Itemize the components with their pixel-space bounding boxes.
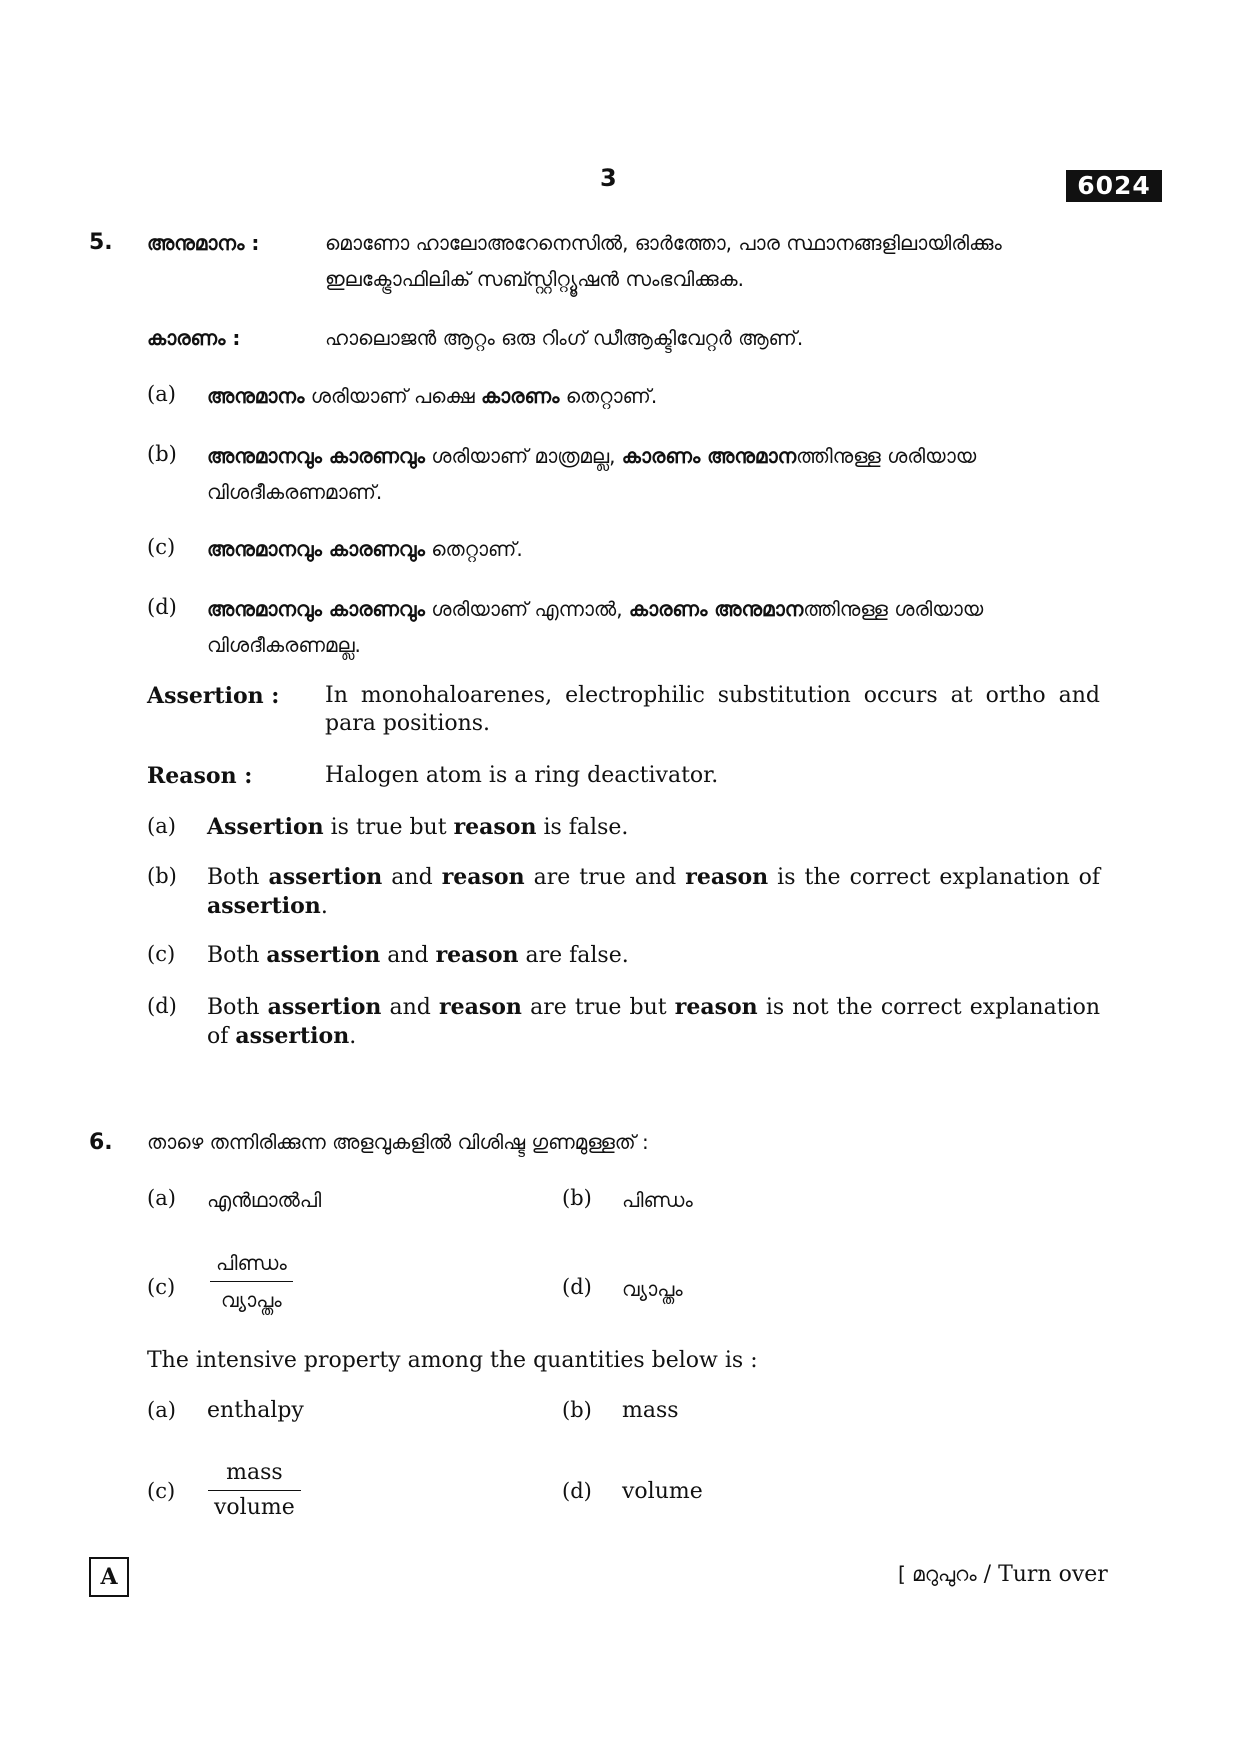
option-text-run: are false.	[518, 943, 629, 968]
en-q6-option-a: enthalpy	[207, 1398, 304, 1423]
ml-option-b	[207, 438, 1100, 510]
bold-term: കാരണം അനുമാന	[628, 597, 804, 621]
option-text-run: and	[382, 865, 442, 890]
bold-term: കാരണം	[480, 384, 560, 408]
en-option-c	[207, 941, 1100, 970]
ml-option-c	[207, 531, 1100, 567]
bold-term: അനുമാനം	[207, 384, 305, 408]
fraction-denominator: volume	[214, 1495, 295, 1520]
turn-over-ml: [ മറുപുറം	[898, 1562, 977, 1586]
en-option-c-letter: (c)	[147, 942, 176, 966]
ml-assertion-text: മൊണോ ഹാലോഅറേനെസിൽ, ഓർത്തോ, പാര സ്ഥാനങ്ങളിലായിരിക്കും ഇലക്ട്രോഫിലിക് സബ്സ്റ്റിറ്റ്യൂഷൻ സംഭവിക്കുക.	[325, 231, 1002, 291]
option-text-run: തെറ്റാണ്.	[424, 537, 523, 561]
ml-question-6: താഴെ തന്നിരിക്കുന്ന അളവുകളിൽ വിശിഷ്ട ഗുണമുള്ളത് :	[147, 1130, 649, 1154]
en-option-b	[207, 863, 1100, 921]
page-number: 3	[600, 164, 617, 192]
bold-term: അനുമാനവും കാരണവും	[207, 597, 425, 621]
bold-term: assertion	[266, 942, 381, 968]
ml-option-c-letter: (c)	[147, 535, 176, 559]
bold-term: assertion	[268, 864, 383, 890]
fraction-denominator: വ്യാപ്തം	[221, 1288, 282, 1312]
en-option-a-letter: (a)	[147, 814, 176, 838]
en-question-6: The intensive property among the quantities below is :	[147, 1348, 758, 1373]
bold-term: reason	[674, 994, 758, 1020]
option-text-run: Both	[207, 995, 268, 1020]
option-text-run: is the correct explanation of	[768, 865, 1101, 890]
option-text-run: ശരിയാണ് മാത്രമല്ല,	[424, 444, 622, 468]
bold-term: assertion	[207, 893, 321, 919]
bold-term: reason	[435, 942, 519, 968]
en-option-b-letter: (b)	[147, 864, 177, 888]
option-text-run: Both	[207, 865, 269, 890]
en-q6-option-c-letter: (c)	[147, 1479, 176, 1503]
ml-reason-text: ഹാലൊജൻ ആറ്റം ഒരു റിംഗ് ഡീആക്ടിവേറ്റർ ആണ്.	[325, 326, 804, 350]
fraction-numerator: mass	[208, 1458, 301, 1491]
bold-term: അനുമാനവും കാരണവും	[207, 537, 425, 561]
bold-term: assertion	[235, 1023, 350, 1049]
ml-reason-label: കാരണം :	[147, 326, 241, 350]
ml-option-b-letter: (b)	[147, 442, 177, 466]
bold-term: reason	[441, 864, 525, 890]
option-text-run: is not the correct explanation of	[207, 995, 1100, 1049]
paper-code-badge: 6024	[1066, 170, 1162, 202]
option-text-run: is false.	[536, 815, 629, 840]
ml-q6-option-d-letter: (d)	[562, 1275, 592, 1299]
option-text-run: ത്തിനുള്ള ശരിയായ വിശദീകരണമാണ്.	[207, 444, 977, 504]
option-text-run: .	[349, 1024, 357, 1049]
en-option-d	[207, 993, 1100, 1051]
bold-term: reason	[685, 864, 769, 890]
en-reason-label: Reason :	[147, 763, 253, 789]
turn-over-separator: /	[976, 1562, 999, 1587]
ml-option-a	[207, 378, 1100, 414]
option-text-run: ത്തിനുള്ള ശരിയായ വിശദീകരണമല്ല.	[207, 597, 984, 657]
en-q6-option-b: mass	[622, 1398, 679, 1423]
question-number-6: 6.	[89, 1130, 113, 1155]
ml-q6-option-c-fraction	[210, 1247, 293, 1316]
ml-q6-option-a-letter: (a)	[147, 1186, 176, 1210]
ml-option-d-letter: (d)	[147, 595, 177, 619]
en-assertion-label: Assertion :	[147, 683, 280, 709]
en-q6-option-b-letter: (b)	[562, 1398, 592, 1422]
option-text-run: are true but	[521, 995, 675, 1020]
option-text-run: .	[320, 894, 328, 919]
en-q6-option-c-fraction	[208, 1458, 301, 1523]
bold-term: കാരണം അനുമാന	[621, 444, 797, 468]
option-text-run: ശരിയാണ് എന്നാൽ,	[424, 597, 629, 621]
en-option-d-letter: (d)	[147, 994, 177, 1018]
turn-over-en: Turn over	[998, 1562, 1108, 1587]
ml-option-a-letter: (a)	[147, 382, 176, 406]
ml-q6-option-d: വ്യാപ്തം	[622, 1277, 683, 1301]
option-text-run: ശരിയാണ് പക്ഷെ	[304, 384, 481, 408]
en-q6-option-d-letter: (d)	[562, 1479, 592, 1503]
ml-q6-option-b-letter: (b)	[562, 1186, 592, 1210]
bold-term: assertion	[267, 994, 382, 1020]
en-assertion-text: In monohaloarenes, electrophilic substitution occurs at ortho and para positions.	[325, 683, 1100, 736]
ml-q6-option-c-letter: (c)	[147, 1275, 176, 1299]
ml-option-d	[207, 591, 1100, 663]
question-number-5: 5.	[89, 230, 113, 255]
bold-term: Assertion	[207, 814, 324, 840]
option-text-run: is true but	[323, 815, 454, 840]
option-text-run: are true and	[524, 865, 686, 890]
en-reason-text: Halogen atom is a ring deactivator.	[325, 763, 719, 788]
en-q6-option-d: volume	[622, 1479, 703, 1504]
en-q6-option-a-letter: (a)	[147, 1398, 176, 1422]
option-text-run: and	[380, 943, 436, 968]
turn-over-note	[898, 1560, 1108, 1589]
en-option-a	[207, 813, 1100, 842]
option-text-run: Both	[207, 943, 267, 968]
bold-term: reason	[453, 814, 537, 840]
ml-q6-option-b: പിണ്ഡം	[622, 1188, 693, 1212]
option-text-run: and	[381, 995, 440, 1020]
fraction-numerator: പിണ്ഡം	[210, 1247, 293, 1282]
ml-assertion-label: അനുമാനം :	[147, 231, 260, 255]
bold-term: അനുമാനവും കാരണവും	[207, 444, 425, 468]
option-text-run: തെറ്റാണ്.	[559, 384, 658, 408]
ml-q6-option-a: എൻഥാൽപി	[207, 1188, 322, 1212]
set-code-box: A	[89, 1557, 129, 1597]
bold-term: reason	[439, 994, 522, 1020]
